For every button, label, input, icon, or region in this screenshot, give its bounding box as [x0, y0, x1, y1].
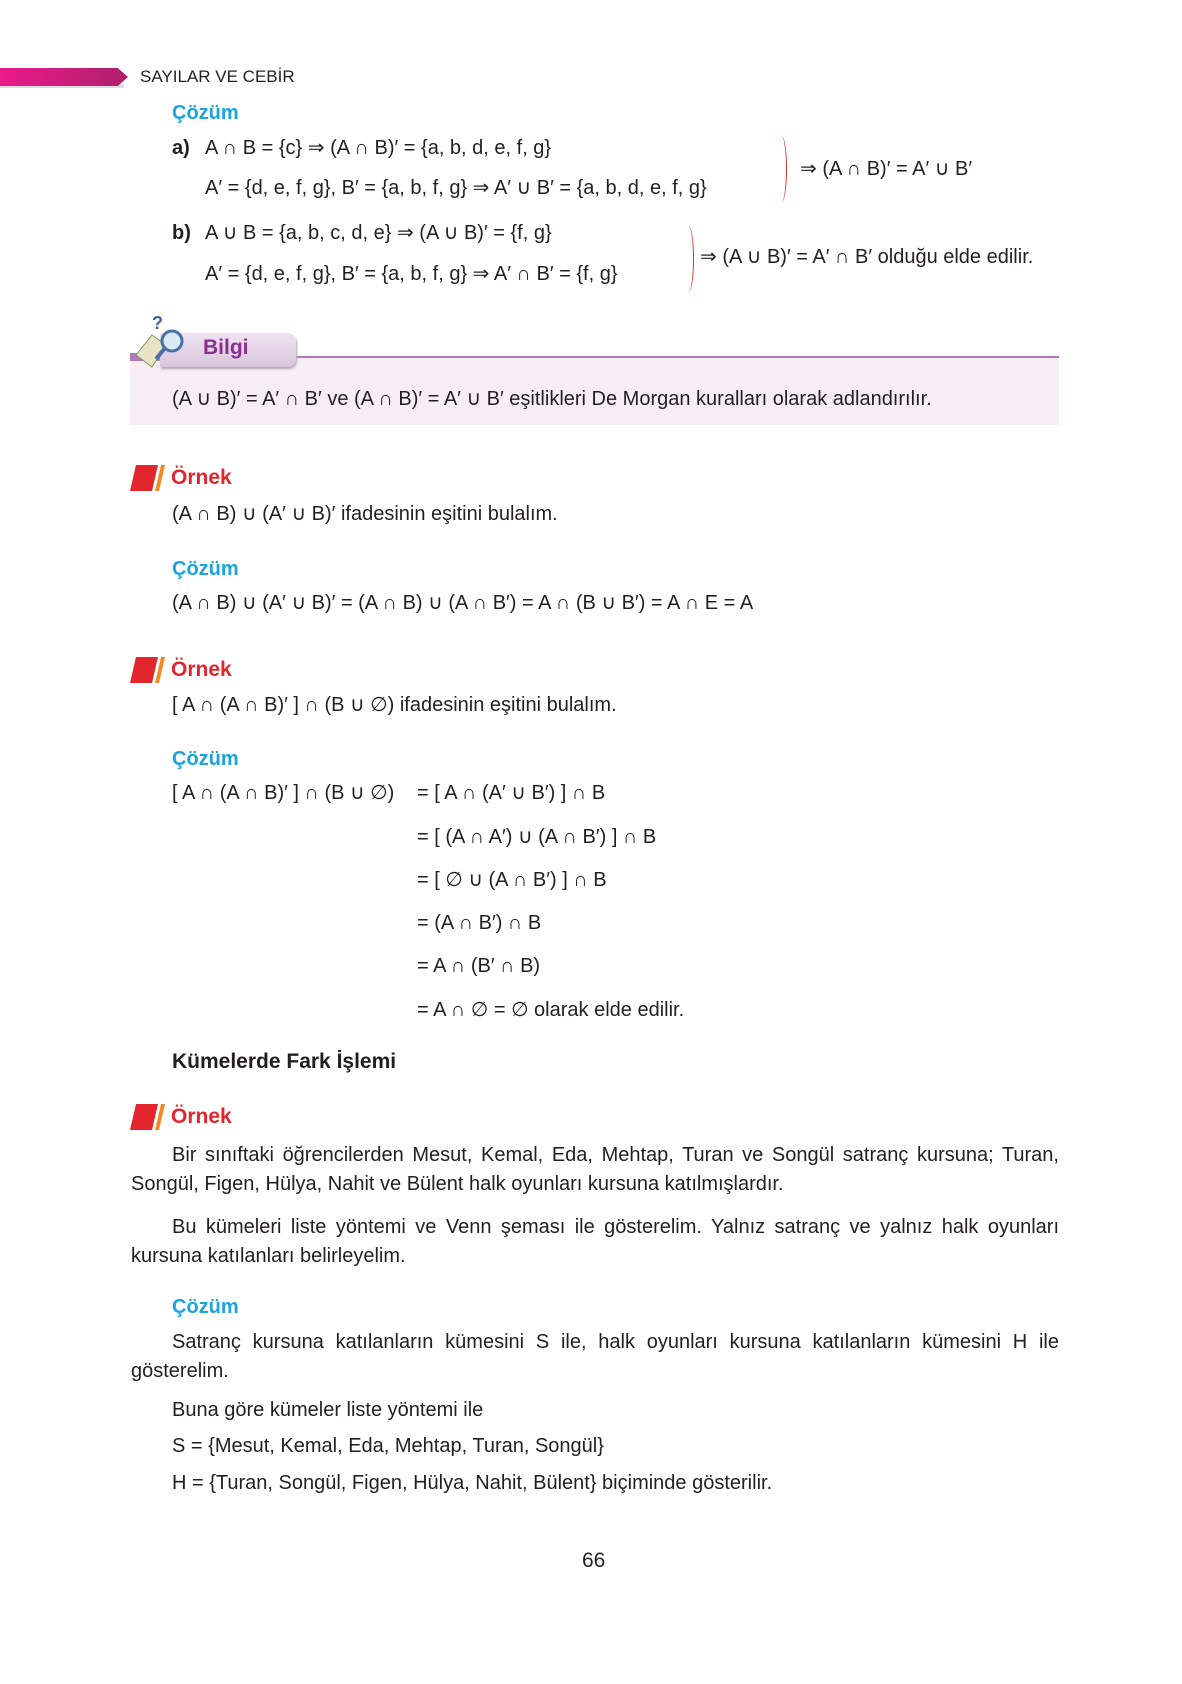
page-number: 66 — [582, 1549, 606, 1572]
info-divider — [290, 356, 1059, 358]
section-heading: Kümelerde Fark İşlemi — [172, 1050, 397, 1073]
equation-step: = [ ∅ ∪ (A ∩ B′) ] ∩ B — [417, 869, 607, 891]
example-question: (A ∩ B) ∪ (A′ ∪ B)′ ifadesinin eşitini bulalım. — [172, 503, 558, 525]
equation-step: = [ A ∩ (A′ ∪ B′) ] ∩ B — [417, 782, 606, 804]
set-s: S = {Mesut, Kemal, Eda, Mehtap, Turan, Songül} — [172, 1435, 604, 1457]
solution-line: Buna göre kümeler liste yöntemi ile — [172, 1399, 484, 1421]
example-paragraph: Bu kümeleri liste yöntemi ve Venn şeması ile gösterelim. Yalnız satranç ve yalnız halk oyunları kursuna katılanları belirleyelim. — [131, 1216, 1059, 1267]
example-title: Örnek — [171, 1105, 232, 1128]
equation-step: = A ∩ (B′ ∩ B) — [417, 955, 541, 977]
solution-title: Çözüm — [172, 1296, 239, 1318]
example-badge-icon — [130, 657, 168, 683]
example-badge-icon — [130, 1104, 168, 1130]
equation: A ∪ B = {a, b, c, d, e} ⇒ (A ∪ B)′ = {f, g} — [205, 222, 552, 244]
set-h: H = {Turan, Songül, Figen, Hülya, Nahit, Bülent} biçiminde gösterilir. — [172, 1472, 773, 1494]
example-title: Örnek — [171, 466, 232, 489]
equation: A ∩ B = {c} ⇒ (A ∩ B)′ = {a, b, d, e, f, g} — [205, 137, 552, 159]
example-paragraph: Bir sınıftaki öğrencilerden Mesut, Kemal, Eda, Mehtap, Turan ve Songül satranç kursuna; Turan, Songül, Figen, Hülya, Nahit ve Bülent halk oyunları kursuna katılmışlardır. — [131, 1144, 1059, 1195]
equation: A′ = {d, e, f, g}, B′ = {a, b, f, g} ⇒ A′ ∪ B′ = {a, b, d, e, f, g} — [205, 177, 707, 199]
equation-step: = A ∩ ∅ = ∅ olarak elde edilir. — [417, 999, 685, 1021]
solution-title: Çözüm — [172, 102, 239, 124]
equation: A′ = {d, e, f, g}, B′ = {a, b, f, g} ⇒ A′ ∩ B′ = {f, g} — [205, 263, 618, 285]
example-title: Örnek — [171, 658, 232, 681]
part-a-label: a) — [172, 137, 190, 159]
solution-paragraph: Satranç kursuna katılanların kümesini S ile, halk oyunları kursuna katılanların kümesini H ile gösterelim. — [131, 1331, 1059, 1382]
part-b-label: b) — [172, 222, 191, 244]
brace — [683, 226, 694, 292]
header-bar — [0, 68, 128, 86]
equation-step: = (A ∩ B′) ∩ B — [417, 912, 542, 934]
info-text: (A ∪ B)′ = A′ ∩ B′ ve (A ∩ B)′ = A′ ∪ B′ eşitlikleri De Morgan kuralları olarak adlandırılır. — [172, 388, 932, 410]
svg-text:?: ? — [152, 315, 163, 333]
section-header: SAYILAR VE CEBİR — [140, 67, 295, 86]
equation-result: ⇒ (A ∩ B)′ = A′ ∪ B′ — [800, 158, 973, 180]
example-question: [ A ∩ (A ∩ B)′ ] ∩ (B ∪ ∅) ifadesinin eşitini bulalım. — [172, 694, 617, 716]
equation-step: = [ (A ∩ A′) ∪ (A ∩ B′) ] ∩ B — [417, 826, 657, 848]
solution-title: Çözüm — [172, 748, 239, 770]
example-badge-icon — [130, 465, 168, 491]
book-magnifier-icon — [130, 315, 194, 375]
equation-result: ⇒ (A ∪ B)′ = A′ ∩ B′ olduğu elde edilir. — [700, 246, 1034, 268]
equation-lhs: [ A ∩ (A ∩ B)′ ] ∩ (B ∪ ∅) — [172, 782, 395, 804]
info-title: Bilgi — [203, 336, 249, 359]
solution-equation: (A ∩ B) ∪ (A′ ∪ B)′ = (A ∩ B) ∪ (A ∩ B′) = A ∩ (B ∪ B′) = A ∩ E = A — [172, 592, 754, 614]
brace — [776, 136, 787, 202]
solution-title: Çözüm — [172, 558, 239, 580]
